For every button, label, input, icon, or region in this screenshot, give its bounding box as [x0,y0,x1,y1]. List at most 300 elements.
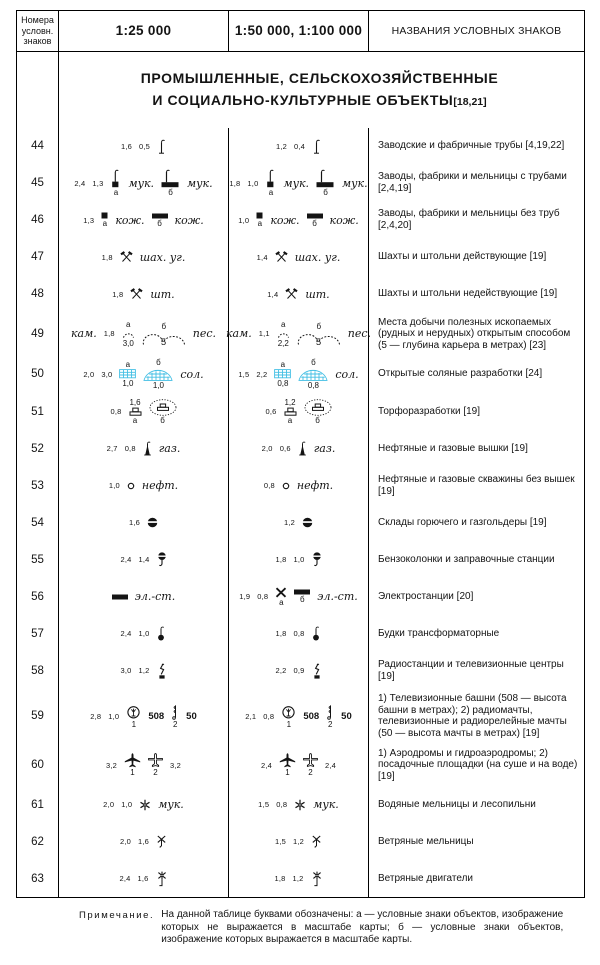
dimension-label: 2,4 [325,760,337,770]
symbol-stack [282,482,290,490]
dimension-label: 0,8 [293,629,305,639]
dimension-label: 1,4 [138,555,150,565]
sq-filled-icon [101,212,108,219]
dimension-label: 1,2 [292,874,304,884]
row-number: 47 [17,239,59,276]
symbol-stack [316,169,335,197]
dimension-label: 1,0 [247,178,259,188]
symbols-table [16,10,585,898]
dimension-label: 1,0 [108,711,120,721]
symbol-name: Склады горючего и газгольдеры [19] [378,516,547,528]
symbol-stack [130,288,143,300]
height-label: 508 [303,710,320,722]
symbol-cell-50k-100k [229,430,369,467]
symbol-stack [171,704,179,729]
row-number: 63 [17,860,59,897]
symbol-caption: шах. уг. [294,250,341,264]
symbol-stack [285,288,298,300]
symbol-cell-25k [59,128,229,165]
variant-label: а [287,416,293,426]
dimension-label: 1,8 [112,289,124,299]
section-title-line1: ПРОМЫШЛЕННЫЕ, СЕЛЬСКОХОЗЯЙСТВЕННЫЕ [140,69,499,86]
footnote [79,909,580,947]
row-number: 62 [17,823,59,860]
svg-text:5: 5 [160,336,166,346]
symbol-cell-25k [59,430,229,467]
dimension-label: 1,4 [256,252,268,262]
symbol-stack [157,139,166,154]
symbol-caption: кож. [329,213,359,227]
symbol-stack [277,320,290,348]
symbol-cell-50k-100k [229,355,369,393]
symbol-stack [110,169,121,197]
dimension-label: 1,6 [120,141,132,151]
dimension-label: 1,4 [267,289,279,299]
quarry-s-icon [277,329,290,339]
symbol-stack [152,213,168,228]
symbol-cell-25k [59,313,229,356]
row-number: 51 [17,393,59,430]
variant-label: б [160,415,165,425]
symbol-caption: шт. [150,287,175,301]
symbol-name: Нефтяные и газовые скважины без вышек [19] [378,474,575,497]
variant-label: а [132,416,138,426]
tank-icon [302,517,313,528]
quarry-l-icon [297,331,341,346]
symbol-caption: мук. [283,176,310,190]
symbol-caption: кам. [225,327,252,341]
dimension-label: 2,4 [120,629,132,639]
dimension-label: 0,5 [139,141,151,151]
symbol-cell-25k [59,393,229,430]
variant-label: б [311,358,316,368]
symbol-name: Открытые соляные разработки [24] [378,368,543,380]
height-label: 508 [148,710,165,722]
dimension-label: 1,8 [274,874,286,884]
symbol-stack [119,360,136,388]
peat-dot-icon [149,399,177,416]
dimension-label: 1,6 [128,518,141,528]
symbol-name: 1) Телевизионные башни (508 — высота башни в метрах); 2) радиомачты, телевизионные и радиорелейные мачты (50 — высота мачты в метрах) [19] [378,693,567,740]
header-scale-25k: 1:25 000 [59,11,229,52]
dimension-label: 1,0 [138,629,150,639]
symbol-stack [143,441,152,456]
dimension-label: 1,0 [293,555,305,565]
symbol-stack [156,871,168,887]
row-number: 54 [17,504,59,541]
variant-label: 2 [153,768,158,778]
section-title-reference: [18,21] [453,95,487,108]
symbol-stack [120,251,133,263]
symbol-cell-50k-100k [229,393,369,430]
symbol-stack [294,589,310,604]
symbol-cell-25k [59,823,229,860]
dimension-label: 0,8 [124,444,136,454]
symbol-stack [157,626,167,641]
salt-rect-icon [119,369,136,379]
dimension-label: 1,2 [275,141,287,151]
symbol-stack [124,753,141,777]
symbol-name: Заводские и фабричные трубы [4,19,22] [378,140,565,152]
star6-icon [139,799,151,811]
dimension-label: 1,0 [121,800,133,810]
windmill-icon [156,835,167,848]
chimney-icon [312,139,321,154]
symbol-caption: эл.-ст. [134,590,176,604]
symbol-stack [112,594,128,600]
symbol-cell-25k [59,504,229,541]
variant-label: 2 [172,719,178,729]
variant-label: б [323,188,328,197]
factory-a-icon [265,169,276,188]
row-number: 44 [17,128,59,165]
variant-label: а [257,219,263,228]
height-label: 50 [341,710,352,722]
dimension-label: 2,7 [106,444,118,454]
dimension-label: 1,6 [137,874,149,884]
symbol-cell-25k [59,786,229,823]
symbol-stack [279,753,296,777]
symbol-cell-25k [59,652,229,689]
circle-s-icon [127,482,135,490]
symbol-cell-25k [59,239,229,276]
symbol-stack [311,835,322,848]
dimension-label: 2,4 [120,555,132,565]
dimension-label: 0,8 [263,481,275,491]
symbol-cell-50k-100k [229,744,369,787]
dimension-label: 1,3 [83,215,95,225]
symbol-stack [256,212,263,228]
header-scale-50k-100k: 1:50 000, 1:100 000 [229,11,369,52]
mast-icon [326,704,334,720]
dimension-label: 1,8 [103,329,115,339]
chimney-icon [157,139,166,154]
pump-icon [312,552,322,567]
plane-o-icon [148,753,163,768]
row-number: 48 [17,276,59,313]
variant-label: б [312,218,317,228]
hammers-icon [120,251,133,263]
dimension-label: 0,8 [110,407,122,417]
symbol-stack [149,399,177,425]
dimension-label: 3,2 [170,760,182,770]
variant-label: 0,8 [307,381,319,391]
symbol-caption: мук. [128,176,155,190]
dimension-label: 1,5 [238,369,250,379]
symbol-stack [143,358,173,390]
symbol-cell-50k-100k [229,615,369,652]
windengine-icon [156,871,168,887]
dimension-label: 1,2 [138,666,150,676]
symbol-cell-50k-100k [229,578,369,615]
symbol-stack [126,704,141,729]
symbol-cell-50k-100k [229,541,369,578]
windmill-icon [311,835,322,848]
variant-label: б [161,321,167,331]
derrick-icon [143,441,152,456]
variant-label: 1 [285,768,290,778]
row-number: 60 [17,744,59,787]
symbol-stack [161,169,180,197]
header-numbers-column: Номера условн. знаков [17,11,59,52]
dimension-label: 1,8 [101,252,113,262]
symbol-caption: пес. [192,327,217,341]
variant-label: 2 [327,719,333,729]
dimension-label: 2,0 [119,837,131,847]
pump-icon [157,552,167,567]
symbol-stack [157,663,167,679]
symbol-name: Места добычи полезных ископаемых (рудных и нерудных) открытым способом (5 — глубина карьера в метрах) [23] [378,316,571,351]
factory-b-icon [316,169,335,188]
dimension-label: 1,8 [275,555,287,565]
variant-label: а [113,188,119,197]
dimension-label: 0,8 [257,592,269,602]
symbol-stack [156,835,167,848]
variant-label: 1,6 [129,398,141,408]
sq-filled-icon [256,212,263,219]
dimension-label: 3,0 [101,369,113,379]
dimension-label: 0,9 [293,666,305,676]
section-title-line2: И СОЦИАЛЬНО-КУЛЬТУРНЫЕ ОБЪЕКТЫ [152,91,454,108]
symbol-caption: мук. [158,798,184,812]
symbol-cell-25k [59,276,229,313]
symbol-stack [129,398,142,425]
symbol-cell-25k [59,355,229,393]
plane-f-icon [279,753,296,768]
hammers-icon [275,251,288,263]
symbol-stack [142,322,186,346]
star6-icon [294,799,306,811]
variant-label: а [125,360,131,370]
dimension-label: 2,0 [261,444,273,454]
dimension-label: 2,2 [275,666,287,676]
symbol-cell-25k [59,202,229,239]
variant-label: б [168,188,173,197]
symbol-name: Электростанции [20] [378,590,474,602]
symbol-cell-50k-100k [229,128,369,165]
dimension-label: 3,2 [105,760,117,770]
dimension-label: 1,0 [238,215,250,225]
dimension-label: 0,6 [279,444,291,454]
symbol-stack [157,552,167,567]
symbol-name: Нефтяные и газовые вышки [19] [378,442,528,454]
symbol-cell-50k-100k [225,313,372,356]
power-x-icon [275,587,287,598]
symbol-cell-50k-100k [229,276,369,313]
symbol-caption: пес. [347,327,372,341]
peat-dot-icon [304,399,332,416]
symbol-stack [312,139,321,154]
symbol-name: Торфоразработки [19] [378,405,481,417]
symbol-cell-25k [59,467,229,504]
quarry-l-icon [142,331,186,346]
variant-label: 0,8 [277,379,289,389]
symbol-stack [326,704,334,729]
dimension-label: 0,6 [265,407,277,417]
symbol-stack [101,212,108,228]
row-number: 52 [17,430,59,467]
symbol-stack [312,552,322,567]
symbol-caption: шт. [305,287,330,301]
plane-o-icon [303,753,318,768]
variant-label: б [157,218,162,228]
symbol-caption: газ. [313,442,336,456]
variant-label: а [281,319,286,329]
variant-label: 2 [308,768,313,778]
row-number: 57 [17,615,59,652]
row-number: 49 [17,313,59,356]
symbol-caption: кож. [174,213,204,227]
symbol-name: Шахты и штольни недействующие [19] [378,288,558,300]
symbol-caption: шах. уг. [139,250,186,264]
symbol-cell-50k-100k [229,652,369,689]
variant-label: а [102,219,108,228]
tv-tower-icon [281,704,296,720]
symbol-stack [148,753,163,777]
symbol-cell-50k-100k [229,860,369,897]
variant-label: 2,2 [277,338,289,348]
derrick-icon [298,441,307,456]
symbol-stack [275,251,288,263]
windengine-icon [311,871,323,887]
symbol-cell-25k [59,578,229,615]
variant-label: б [300,595,305,605]
salt-dome-icon [143,367,173,381]
symbol-caption: нефт. [141,479,179,493]
variant-label: 1,2 [284,398,296,408]
symbol-name: Ветряные двигатели [378,873,474,885]
variant-label: 1,0 [152,381,164,391]
dimension-label: 1,8 [229,178,241,188]
dimension-label: 1,5 [258,800,270,810]
symbol-cell-25k [59,541,229,578]
symbol-caption: кож. [115,213,145,227]
dimension-label: 1,1 [258,329,270,339]
symbol-stack [302,517,313,528]
symbol-stack [307,213,323,228]
radio-icon [312,663,322,679]
symbol-stack [304,399,332,425]
symbol-caption: эл.-ст. [317,590,358,604]
variant-label: а [280,360,286,370]
symbol-cell-25k [59,689,229,743]
row-number: 59 [17,689,59,743]
symbol-name: 1) Аэродромы и гидроаэродромы; 2) посадочные площадки (на суше и на воде) [19] [378,747,578,782]
symbol-stack [297,322,341,346]
symbol-stack [294,799,306,811]
circle-s-icon [282,482,290,490]
radio-icon [157,663,167,679]
symbol-name: Бензоколонки и заправочные станции [378,553,555,565]
rect-filled-icon [112,594,128,600]
dimension-label: 1,5 [274,837,286,847]
dimension-label: 3,0 [120,666,132,676]
factory-b-icon [161,169,180,188]
symbol-caption: мук. [313,798,339,812]
symbol-stack [312,626,322,641]
hammers-icon [130,288,143,300]
tv-tower-icon [126,704,141,720]
symbol-cell-50k-100k [229,689,369,743]
symbol-name: Ветряные мельницы [378,836,474,848]
symbol-cell-50k-100k [229,202,369,239]
variant-label: 1,0 [122,379,134,389]
dimension-label: 1,2 [283,518,296,528]
symbol-stack [298,441,307,456]
height-label: 50 [186,710,197,722]
row-number: 53 [17,467,59,504]
hammers-icon [285,288,298,300]
footnote-label: Примечание. [79,910,155,922]
row-number: 56 [17,578,59,615]
variant-label: 1 [286,719,292,729]
symbol-cell-50k-100k [229,239,369,276]
symbol-cell-50k-100k [229,467,369,504]
dimension-label: 1,9 [239,592,251,602]
row-number: 61 [17,786,59,823]
symbol-stack [265,169,276,197]
symbol-name: Радиостанции и телевизионные центры [19] [378,659,564,682]
symbol-cell-50k-100k [229,786,369,823]
symbol-cell-50k-100k [229,504,369,541]
dimension-label: 2,2 [256,369,268,379]
symbol-stack [147,517,158,528]
symbol-caption: мук. [342,176,368,190]
symbol-stack [303,753,318,777]
symbol-name: Водяные мельницы и лесопильни [378,799,536,811]
dimension-label: 2,4 [74,178,86,188]
variant-label: б [316,321,322,331]
row-number: 45 [17,165,59,202]
variant-label: а [279,597,284,607]
symbol-stack [122,320,135,348]
symbol-stack [274,360,291,388]
section-title [59,52,584,128]
variant-label: 1 [130,768,135,778]
variant-label: б [315,415,320,425]
symbol-caption: сол. [335,367,359,381]
row-number: 55 [17,541,59,578]
salt-dome-icon [298,367,328,381]
tank-icon [147,517,158,528]
symbol-caption: сол. [180,367,204,381]
dimension-label: 2,0 [83,369,95,379]
symbol-cell-25k [59,165,229,202]
symbol-caption: мук. [187,176,213,190]
variant-label: 1 [131,719,137,729]
transformer-icon [157,626,167,641]
symbol-cell-25k [59,860,229,897]
factory-a-icon [110,169,121,188]
svg-text:5: 5 [315,336,321,346]
variant-label: а [126,319,131,329]
dimension-label: 0,8 [263,711,275,721]
dimension-label: 1,6 [138,837,150,847]
symbol-name: Шахты и штольни действующие [19] [378,251,547,263]
symbol-stack [275,587,287,607]
symbol-stack [127,482,135,490]
symbol-stack [281,704,296,729]
dimension-label: 1,2 [293,837,305,847]
title-spacer [17,52,59,128]
symbol-stack [311,871,323,887]
peat-icon [129,407,142,416]
row-number: 58 [17,652,59,689]
symbol-cell-25k [59,744,229,787]
transformer-icon [312,626,322,641]
symbol-stack [284,398,297,425]
dimension-label: 1,0 [108,481,120,491]
